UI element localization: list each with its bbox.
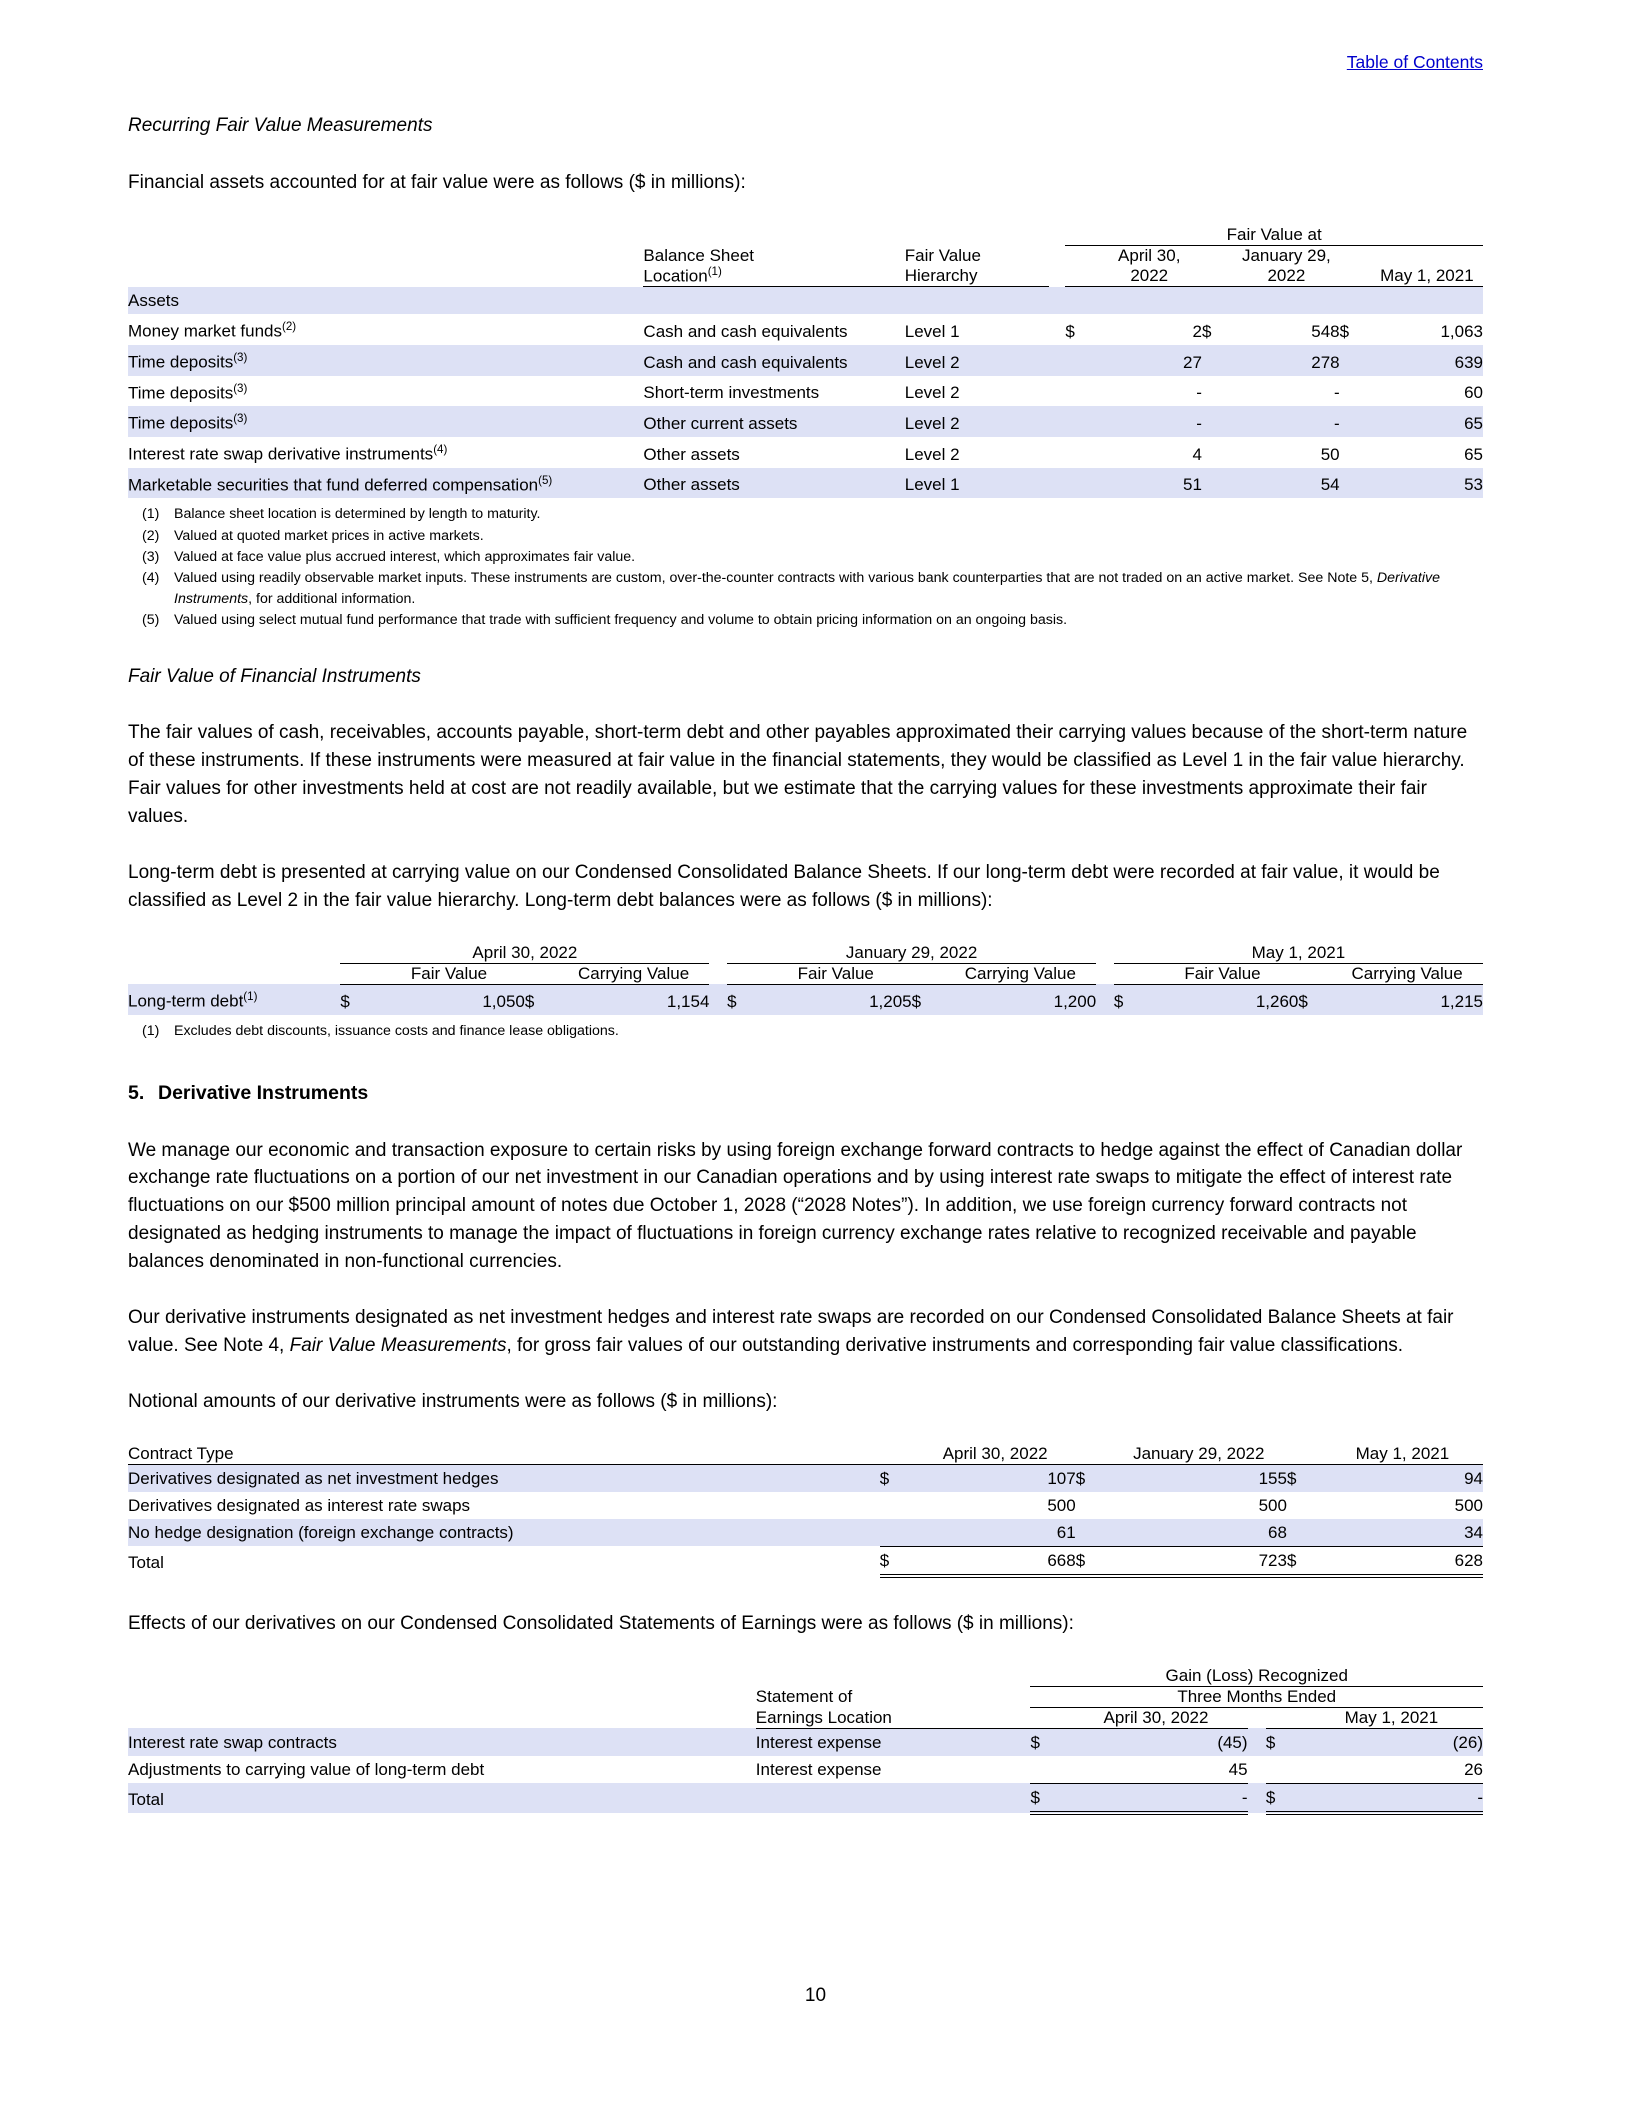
row-value-january: -: [1333, 413, 1340, 433]
row-value-may: 34: [1322, 1519, 1483, 1547]
row-currency-symbol: [1076, 1492, 1111, 1519]
footnote-text: [174, 568, 1483, 609]
row-value-carrying-may: 1,215: [1440, 992, 1483, 1012]
row-currency-symbol: [1266, 1756, 1300, 1784]
total-currency-symbol: $: [1266, 1783, 1300, 1813]
row-currency-symbol: [1202, 437, 1233, 468]
row-currency-symbol: $: [879, 1468, 890, 1488]
row-value-may: 26: [1300, 1756, 1483, 1784]
header-col-may-spacer: [1371, 245, 1483, 266]
row-value-may: 1,063: [1440, 321, 1483, 341]
footnote-text-part: , for additional information.: [248, 590, 416, 607]
long-term-debt-table-wrapper: [128, 943, 1483, 1015]
row-currency-symbol: $: [1339, 321, 1350, 341]
row-value-january: 50: [1320, 444, 1340, 464]
page-number: 10: [804, 1985, 827, 2006]
fair-value-footnotes: [128, 504, 1483, 631]
row-value-carrying-january: 1,200: [1053, 992, 1097, 1012]
row-footnote-marker: (5): [538, 474, 553, 487]
row-value-april: 107: [1047, 1468, 1076, 1488]
fair-value-table-wrapper: [128, 225, 1483, 499]
header-col-may: May 1, 2021: [1300, 1707, 1483, 1728]
row-value-january: 155: [1258, 1468, 1287, 1488]
row-label: Interest rate swap contracts: [128, 1732, 337, 1752]
row-value-april: 45: [1064, 1756, 1247, 1784]
header-col-may: May 1, 2021: [1371, 266, 1483, 287]
row-value-may: 500: [1454, 1495, 1483, 1515]
row-currency-symbol: [1287, 1519, 1322, 1547]
footnote-marker: (1): [142, 506, 160, 523]
header-col-april: April 30, 2022: [1064, 1707, 1247, 1728]
row-location: Cash and cash equivalents: [643, 352, 848, 372]
row-value-january: 68: [1111, 1519, 1287, 1547]
table-row-group-header: [128, 943, 1483, 964]
row-hierarchy: Level 2: [904, 383, 960, 403]
table-row-group-header-1: [128, 1666, 1483, 1687]
row-location: Other current assets: [643, 413, 798, 433]
long-term-debt-footnotes: [128, 1021, 1483, 1041]
section-label-assets: Assets: [128, 291, 180, 311]
effects-on-earnings-table: [128, 1666, 1483, 1815]
row-currency-symbol: [1340, 437, 1371, 468]
row-currency-symbol: [1340, 406, 1371, 437]
footnote-item: [128, 1021, 1483, 1041]
table-row: [128, 314, 1483, 345]
row-hierarchy: Level 2: [904, 352, 960, 372]
row-location: Other assets: [643, 444, 740, 464]
row-value-may: (26): [1452, 1732, 1483, 1752]
derivatives-paragraph-1: We manage our economic and transaction exposure to certain risks by using foreign exchange forward contracts to hedge against the effect of Canadian dollar exchange rate fluctuations on a portion of our net investment in our Canadian operations and by using interest rate swaps to mitigate the effect of interest rate fluctuations on our $500 million principal amount of notes due October 1, 2028 (“2028 Notes”). In addition, we use foreign currency forward contracts not designated as hedging instruments to manage the impact of fluctuations in foreign currency exchange rates relative to recognized receivable and payable balances denominated in non-functional currencies.: [128, 1139, 1463, 1273]
row-currency-symbol: [1202, 406, 1233, 437]
row-footnote-marker: (2): [282, 321, 297, 334]
table-of-contents-link[interactable]: Table of Contents: [1346, 52, 1483, 72]
table-row-subheader: [128, 1707, 1483, 1728]
header-location-footnote-marker: (1): [707, 265, 722, 278]
row-currency-symbol: [880, 1492, 915, 1519]
group-header-april: April 30, 2022: [340, 943, 709, 964]
group-header-gain-loss: Gain (Loss) Recognized: [1030, 1666, 1483, 1687]
row-currency-symbol: [1065, 345, 1096, 376]
footnote-text: Valued using select mutual fund performance that trade with sufficient frequency and volume to obtain pricing information on an ongoing basis.: [174, 612, 1068, 629]
total-value-april: 668: [915, 1546, 1076, 1576]
row-currency-symbol: [1076, 1519, 1111, 1547]
row-location: Short-term investments: [643, 383, 820, 403]
row-value-january: 548: [1311, 321, 1340, 341]
row-value-fair-april: 1,050: [482, 992, 525, 1012]
row-label: Interest rate swap derivative instruments$^{(4)}$: [128, 443, 448, 464]
row-currency-symbol: $: [1286, 1468, 1297, 1488]
group-header-three-months: Three Months Ended: [1030, 1686, 1483, 1707]
header-col-april-line1: April 30,: [1118, 245, 1181, 265]
note-5-heading: [128, 1082, 1483, 1105]
row-value-april: -: [1196, 383, 1202, 403]
row-footnote-marker: (4): [433, 443, 448, 456]
row-currency-symbol: [1065, 437, 1096, 468]
row-currency-symbol: [1340, 345, 1371, 376]
row-currency-symbol: [1065, 468, 1096, 499]
row-currency-symbol: [1030, 1756, 1064, 1784]
row-label: Long-term debt$^{(1)}$: [128, 991, 258, 1012]
row-value-april: -: [1196, 413, 1202, 433]
row-value-may: 639: [1454, 352, 1483, 372]
header-balance-sheet-location-line2: [643, 266, 904, 287]
row-currency-symbol: [1287, 1492, 1322, 1519]
row-value-april: 2: [1192, 321, 1202, 341]
row-location: Interest expense: [755, 1732, 882, 1752]
effects-intro: Effects of our derivatives on our Condensed Consolidated Statements of Earnings were as follows ($ in millions):: [128, 1612, 1074, 1634]
table-row-total: [128, 1783, 1483, 1813]
row-location: Interest expense: [755, 1760, 882, 1780]
row-label: Time deposits$^{(3)}$: [128, 382, 248, 403]
table-row: [128, 984, 1483, 1015]
paragraph-text-part: Our derivative instruments designated as net investment hedges and interest rate swaps are recorded on our Condensed Consolidated Balance Sheets at fair value. See Note 4,: [128, 1307, 1454, 1357]
footnote-marker: (2): [142, 527, 160, 544]
header-location-text: Location: [643, 266, 708, 286]
row-currency-symbol: [1202, 468, 1233, 499]
paragraph-text-part: , for gross fair values of our outstanding derivative instruments and corresponding fair value classifications.: [506, 1335, 1404, 1357]
table-row-header2: [128, 266, 1483, 287]
footnote-item: [128, 547, 1483, 567]
row-value-april: 61: [915, 1519, 1076, 1547]
fv-paragraph-2: Long-term debt is presented at carrying value on our Condensed Consolidated Balance Sheets. If our long-term debt were recorded at fair value, it would be classified as Level 2 in the fair value hierarchy. Long-term debt balances were as follows ($ in millions):: [128, 862, 1440, 912]
recurring-fair-value-heading: Recurring Fair Value Measurements: [128, 115, 433, 136]
footnote-item: [128, 610, 1483, 630]
total-value-may: 628: [1322, 1546, 1483, 1576]
row-currency-symbol: $: [524, 992, 535, 1012]
row-currency-symbol: [1340, 376, 1371, 407]
footnote-marker: (4): [142, 570, 160, 587]
row-currency-symbol: [1065, 406, 1096, 437]
header-col-april-line2: 2022: [1097, 266, 1202, 287]
table-row-group-header: [128, 225, 1483, 246]
row-value-april: 4: [1192, 444, 1202, 464]
table-row: [128, 1464, 1483, 1492]
row-label: Derivatives designated as interest rate swaps: [128, 1495, 471, 1515]
row-label: Money market funds$^{(2)}$: [128, 321, 297, 341]
row-currency-symbol: $: [1113, 992, 1124, 1012]
header-col-january: January 29, 2022: [1111, 1444, 1287, 1465]
row-footnote-marker: (3): [233, 351, 248, 364]
row-currency-symbol: $: [1265, 1732, 1276, 1752]
subheader-fair-value-january: Fair Value: [760, 963, 912, 984]
row-value-may: 53: [1464, 475, 1483, 495]
footnote-marker: (3): [142, 549, 160, 566]
footnote-item: [128, 526, 1483, 546]
table-row: [128, 437, 1483, 468]
total-value-may: -: [1300, 1783, 1483, 1813]
group-header-january: January 29, 2022: [727, 943, 1096, 964]
total-currency-symbol: $: [880, 1546, 915, 1576]
total-label: Total: [128, 1552, 164, 1572]
row-hierarchy: Level 1: [904, 475, 960, 495]
row-value-may: 94: [1464, 1468, 1483, 1488]
notional-intro: Notional amounts of our derivative instruments were as follows ($ in millions):: [128, 1391, 778, 1412]
footnote-text: Valued at quoted market prices in active markets.: [174, 527, 484, 544]
total-currency-symbol: $: [1076, 1546, 1111, 1576]
total-currency-symbol: $: [1287, 1546, 1322, 1576]
row-currency-symbol: $: [1065, 321, 1075, 341]
header-balance-sheet-location-line1: Balance Sheet: [643, 245, 755, 265]
row-location: Other assets: [643, 475, 740, 495]
row-currency-symbol: [1202, 345, 1233, 376]
row-currency-symbol: [1340, 468, 1371, 499]
row-currency-symbol: $: [1075, 1468, 1086, 1488]
footnote-marker: (1): [142, 1023, 160, 1040]
row-value-january: -: [1333, 383, 1340, 403]
recurring-fair-value-intro: Financial assets accounted for at fair value were as follows ($ in millions):: [128, 171, 746, 193]
footnote-text-part: Valued using readily observable market inputs. These instruments are custom, over-the-counter contracts with various bank counterparties that are not traded on an active market. See Note 5,: [174, 570, 1377, 587]
row-label: Derivatives designated as net investment hedges: [128, 1468, 499, 1488]
row-value-april: (45): [1217, 1732, 1248, 1752]
table-row-subheader: [128, 963, 1483, 984]
page-content: [128, 52, 1483, 1815]
header-col-april: April 30, 2022: [915, 1444, 1076, 1465]
row-value-april: 27: [1183, 352, 1202, 372]
row-currency-symbol: $: [1201, 321, 1212, 341]
row-currency-symbol: $: [1298, 992, 1308, 1012]
row-label: Time deposits$^{(3)}$: [128, 351, 248, 372]
footnote-text: Balance sheet location is determined by length to maturity.: [174, 506, 541, 523]
subheader-carrying-value-april: Carrying Value: [558, 963, 710, 984]
row-value-fair-january: 1,205: [869, 992, 912, 1012]
header-location-line2: Earnings Location: [756, 1707, 1031, 1728]
row-value-april: 500: [1047, 1495, 1076, 1515]
footnote-item: [128, 568, 1483, 609]
subheader-fair-value-may: Fair Value: [1147, 963, 1299, 984]
row-value-fair-may: 1,260: [1255, 992, 1299, 1012]
notional-table-wrapper: [128, 1444, 1483, 1578]
table-row: [128, 1756, 1483, 1784]
row-label: No hedge designation (foreign exchange contracts): [128, 1523, 514, 1543]
group-header-may: May 1, 2021: [1114, 943, 1483, 964]
header-hierarchy-line1: Fair Value: [904, 245, 981, 265]
row-value-may: 65: [1464, 413, 1483, 433]
row-footnote-marker: (3): [233, 382, 248, 395]
table-row: [128, 468, 1483, 499]
total-value-january: 723: [1111, 1546, 1287, 1576]
total-label: Total: [128, 1789, 164, 1809]
table-row-header: [128, 245, 1483, 266]
table-row: [128, 345, 1483, 376]
effects-table-wrapper: [128, 1666, 1483, 1815]
table-row-total: [128, 1546, 1483, 1576]
note-reference-italic: Fair Value Measurements: [289, 1335, 507, 1357]
row-label: Time deposits$^{(3)}$: [128, 413, 248, 433]
row-value-carrying-april: 1,154: [666, 992, 710, 1012]
table-row-header: [128, 1444, 1483, 1465]
footnote-text: Excludes debt discounts, issuance costs and finance lease obligations.: [174, 1023, 619, 1040]
row-hierarchy: Level 2: [904, 444, 960, 464]
fair-value-instruments-heading: Fair Value of Financial Instruments: [128, 665, 421, 687]
footnote-marker: (5): [142, 612, 160, 629]
row-currency-symbol: [1202, 376, 1233, 407]
table-row: [128, 376, 1483, 407]
subheader-fair-value-april: Fair Value: [373, 963, 525, 984]
header-location-line1: Statement of: [755, 1687, 853, 1707]
total-currency-symbol: $: [1030, 1783, 1064, 1813]
total-value-april: -: [1064, 1783, 1247, 1813]
row-currency-symbol: $: [727, 992, 737, 1012]
derivatives-paragraph-2: [128, 1304, 1483, 1360]
row-value-january: 54: [1320, 475, 1340, 495]
table-row: [128, 406, 1483, 437]
header-hierarchy-line2: Hierarchy: [905, 266, 1049, 287]
row-currency-symbol: $: [911, 992, 922, 1012]
row-value-january: 500: [1258, 1495, 1287, 1515]
header-contract-type: Contract Type: [128, 1444, 880, 1465]
subheader-carrying-value-may: Carrying Value: [1331, 963, 1483, 984]
header-col-january-line2: 2022: [1233, 266, 1339, 287]
row-value-may: 65: [1464, 444, 1483, 464]
row-currency-symbol: [880, 1519, 915, 1547]
row-footnote-marker: (3): [233, 413, 248, 426]
fair-value-table: [128, 225, 1483, 499]
footnote-reference-italic: Derivative Instruments: [174, 570, 1440, 607]
total-location: [756, 1783, 1031, 1813]
notional-amounts-table: [128, 1444, 1483, 1578]
table-row-section-assets: [128, 287, 1483, 315]
row-currency-symbol: $: [340, 992, 350, 1012]
toc-link-container: [128, 52, 1483, 73]
footnote-item: [128, 504, 1483, 524]
table-row: [128, 1492, 1483, 1519]
row-label: Marketable securities that fund deferred compensation$^{(5)}$: [128, 474, 553, 495]
table-row: [128, 1728, 1483, 1756]
table-row: [128, 1519, 1483, 1547]
row-label: Adjustments to carrying value of long-term debt: [128, 1760, 485, 1780]
header-col-january-line1: January 29,: [1241, 245, 1331, 265]
row-footnote-marker: (1): [243, 991, 258, 1004]
row-location: Cash and cash equivalents: [643, 321, 848, 341]
fv-paragraph-1: The fair values of cash, receivables, accounts payable, short-term debt and other payables approximated their carrying values because of the short-term nature of these instruments. If these instruments were measured at fair value in the financial statements, they would be classified as Level 1 in the fair value hierarchy. Fair values for other investments held at cost are not readily available, but we estimate that the carrying values for these investments approximate their fair values.: [128, 722, 1468, 828]
row-value-april: 51: [1183, 475, 1202, 495]
row-hierarchy: Level 2: [904, 413, 960, 433]
row-value-may: 60: [1464, 383, 1483, 403]
fair-value-group-header: Fair Value at: [1065, 225, 1483, 246]
note-5-title: Derivative Instruments: [158, 1081, 369, 1104]
row-value-january: 278: [1311, 352, 1340, 372]
subheader-carrying-value-january: Carrying Value: [944, 963, 1096, 984]
row-currency-symbol: [1065, 376, 1096, 407]
row-currency-symbol: $: [1030, 1732, 1040, 1752]
row-hierarchy: Level 1: [904, 321, 960, 341]
long-term-debt-table: [128, 943, 1483, 1015]
table-row-group-header-2: [128, 1686, 1483, 1707]
header-col-may: May 1, 2021: [1322, 1444, 1483, 1465]
note-5-number: 5.: [128, 1081, 145, 1104]
footnote-text: Valued at face value plus accrued interest, which approximates fair value.: [174, 549, 636, 566]
